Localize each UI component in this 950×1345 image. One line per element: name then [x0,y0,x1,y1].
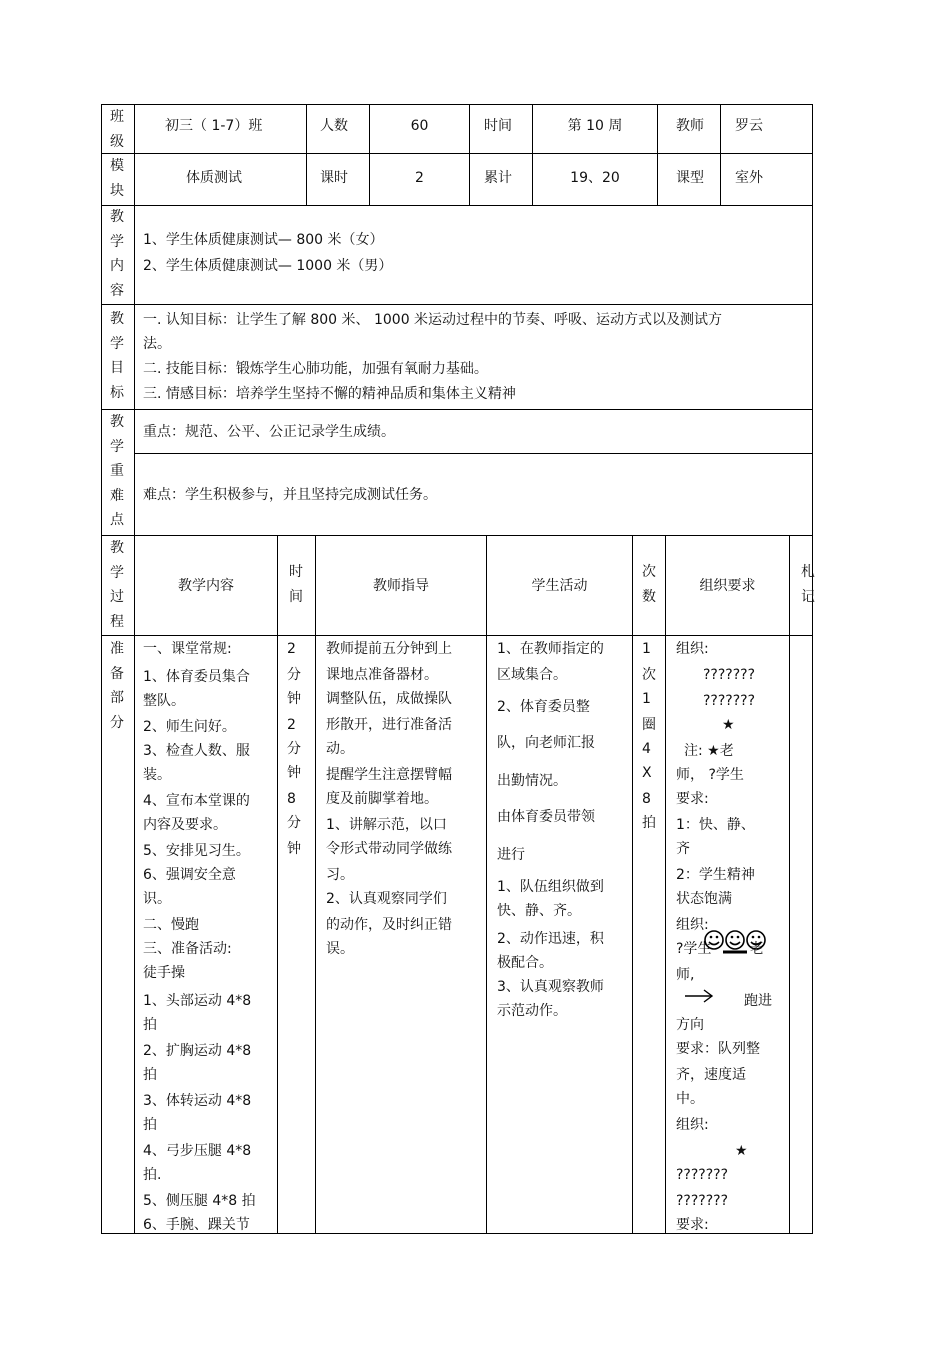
prep-org-line: 组织: [676,641,709,657]
prep-time-char: 钟 [287,765,301,781]
prep-content-line: 6、强调安全意 [143,867,236,883]
prep-student-line: 出勤情况。 [497,773,567,789]
prep-content-line: 识。 [143,891,171,907]
prep-content-line: 2、师生问好。 [143,719,236,735]
prep-org-line: 师， ?学生 [676,767,744,783]
prep-teacher-line: 课地点准备器材。 [326,667,438,683]
prep-content-line: 装。 [143,767,171,783]
time-label: 时间 [484,118,512,134]
content-label: 教 学 内 容 [110,209,124,299]
prep-org-line: 方向 [676,1017,704,1033]
class-value: 初三（ 1-7）班 [165,118,263,134]
prep-times-char: 4 [642,741,651,757]
prep-teacher-line: 调整队伍，成做操队 [326,691,452,707]
col-content: 教学内容 [178,578,234,594]
prep-org-line: 跑进 [744,993,772,1009]
prep-content-line: 三、准备活动: [143,941,232,957]
prep-student-line: 2、体育委员整 [497,699,590,715]
col-student: 学生活动 [531,578,588,594]
prep-org-line: ??????? [676,1193,729,1209]
prep-student-line: 进行 [497,847,525,863]
prep-time-char: 钟 [287,691,301,707]
rule [789,535,790,1234]
col-teacher: 教师指导 [373,578,429,594]
prep-content-line: 二、慢跑 [143,917,199,933]
rule [657,104,658,205]
prep-times-char: 拍 [642,815,656,831]
hours-value: 2 [415,170,424,186]
rule [315,535,316,1234]
col-org: 组织要求 [699,578,756,594]
rule [134,104,135,1234]
prep-org-line: 2：学生精神 [676,867,755,883]
prep-content-line: 6、手腕、踝关节 [143,1217,250,1233]
content-line-2: 2、学生体质健康测试— 1000 米（男） [143,258,393,274]
prep-teacher-line: 1、讲解示范，以口 [326,817,447,833]
total-label: 累计 [484,170,512,186]
prep-content-line: 4、宣布本堂课的 [143,793,250,809]
prep-org-line: 1：快、静、 [676,817,755,833]
module-value: 体质测试 [186,170,242,186]
teacher-label: 教师 [676,118,704,134]
rule [101,304,813,305]
prep-label: 准 备 部 分 [110,641,124,731]
time-value: 第 10 周 [567,118,623,134]
rule [101,535,813,536]
prep-content-line: 4、弓步压腿 4*8 [143,1143,252,1159]
class-label: 班 级 [110,109,124,150]
goals-line-4: 三. 情感目标：培养学生坚持不懈的精神品质和集体主义精神 [143,386,516,402]
prep-student-line: 1、队伍组织做到 [497,879,604,895]
prep-teacher-line: 形散开，进行准备活 [326,717,452,733]
prep-org-line: ?学生 [676,941,712,957]
prep-times-char: 圈 [642,717,656,733]
prep-content-line: 3、体转运动 4*8 [143,1093,252,1109]
prep-content-line: 拍 [143,1017,157,1033]
rule [101,205,813,206]
prep-time-char: 分 [287,741,301,757]
rule [306,104,307,205]
prep-content-line: 内容及要求。 [143,817,227,833]
smiley-icon [703,928,769,954]
prep-teacher-line: 令形式带动同学做练 [326,841,452,857]
prep-time-char: 钟 [287,841,301,857]
rule [101,409,813,410]
rule [101,153,813,154]
rule [720,104,721,205]
prep-org-line: ★ [722,717,735,733]
prep-org-line: 齐，速度适 [676,1067,746,1083]
type-label: 课型 [676,170,704,186]
prep-times-char: 1 [642,641,651,657]
prep-teacher-line: 误。 [326,941,354,957]
hours-label: 课时 [320,170,348,186]
count-label: 人数 [320,118,348,134]
prep-org-line: ??????? [703,667,756,683]
goals-line-3: 二. 技能目标：锻炼学生心肺功能，加强有氧耐力基础。 [143,361,488,377]
prep-teacher-line: 提醒学生注意摆臂幅 [326,767,452,783]
col-times: 次 数 [642,564,656,605]
total-value: 19、20 [570,170,620,186]
prep-content-line: 拍 [143,1117,157,1133]
prep-content-line: 拍 [143,1067,157,1083]
rule [812,104,813,1234]
prep-teacher-line: 动。 [326,741,354,757]
count-value: 60 [410,118,429,134]
prep-teacher-line: 2、认真观察同学们 [326,891,447,907]
prep-content-line: 5、侧压腿 4*8 拍 [143,1193,256,1209]
prep-teacher-line: 教师提前五分钟到上 [326,641,452,657]
arrow-right-icon [684,988,714,1004]
prep-student-line: 快、静、齐。 [497,903,581,919]
prep-time-char: 2 [287,717,296,733]
prep-org-line: 师, [676,967,695,983]
prep-content-line: 拍. [143,1167,162,1183]
col-notes: 札 记 [801,564,815,605]
prep-content-line: 整队。 [143,693,185,709]
prep-org-line: 要求: [676,791,709,807]
prep-content-line: 3、检查人数、服 [143,743,250,759]
prep-content-line: 1、体育委员集合 [143,669,250,685]
teacher-value: 罗云 [735,118,763,134]
type-value: 室外 [735,170,763,186]
prep-student-line: 极配合。 [497,955,553,971]
prep-teacher-line: 习。 [326,867,354,883]
key-difficulty: 难点：学生积极参与，并且坚持完成测试任务。 [143,487,437,503]
prep-student-line: 示范动作。 [497,1003,567,1019]
key-label: 教 学 重 难 点 [110,414,124,528]
prep-student-line: 由体育委员带领 [497,809,595,825]
goals-label: 教 学 目 标 [110,311,124,401]
prep-org-line: 齐 [676,841,690,857]
prep-org-line: ★ [735,1143,748,1159]
prep-time-char: 分 [287,815,301,831]
prep-org-line: 要求：队列整 [676,1041,760,1057]
rule [277,535,278,1234]
goals-line-1: 一. 认知目标：让学生了解 800 米、 1000 米运动过程中的节奏、呼吸、运动方式以及测试方 [143,312,723,328]
prep-org-line: 组织: [676,1117,709,1133]
prep-student-line: 3、认真观察教师 [497,979,604,995]
prep-org-line: 注: ★老 [684,743,734,759]
prep-time-char: 分 [287,667,301,683]
prep-times-char: 次 [642,667,656,683]
prep-student-line: 1、在教师指定的 [497,641,604,657]
prep-content-line: 一、课堂常规: [143,641,232,657]
prep-org-line: ??????? [703,693,756,709]
prep-content-line: 2、扩胸运动 4*8 [143,1043,252,1059]
rule [101,104,102,1234]
rule [134,453,813,454]
prep-org-line: 状态饱满 [676,891,732,907]
prep-org-line: 组织: [676,917,709,933]
prep-teacher-line: 的动作，及时纠正错 [326,917,452,933]
prep-org-line: 老 [750,941,764,957]
prep-times-char: 8 [642,791,651,807]
prep-time-char: 8 [287,791,296,807]
prep-times-char: X [642,765,652,781]
process-label: 教 学 过 程 [110,540,124,630]
prep-content-line: 徒手操 [143,965,185,981]
rule [101,104,813,105]
rule [632,535,633,1234]
rule [101,635,813,636]
prep-times-char: 1 [642,691,651,707]
prep-org-line: 中。 [676,1091,704,1107]
prep-student-line: 2、动作迅速，积 [497,931,604,947]
module-label: 模 块 [110,158,124,199]
prep-student-line: 队，向老师汇报 [497,735,595,751]
prep-student-line: 区域集合。 [497,667,567,683]
prep-org-line: ??????? [676,1167,729,1183]
prep-content-line: 1、头部运动 4*8 [143,993,252,1009]
prep-content-line: 5、安排见习生。 [143,843,250,859]
rule [665,535,666,1234]
content-line-1: 1、学生体质健康测试— 800 米（女） [143,232,384,248]
col-time: 时 间 [289,564,303,605]
prep-time-char: 2 [287,641,296,657]
prep-teacher-line: 度及前脚掌着地。 [326,791,438,807]
rule [469,104,470,205]
rule [486,535,487,1234]
goals-line-2: 法。 [143,336,171,352]
key-point: 重点：规范、公平、公正记录学生成绩。 [143,424,395,440]
prep-org-line: 要求: [676,1217,709,1233]
